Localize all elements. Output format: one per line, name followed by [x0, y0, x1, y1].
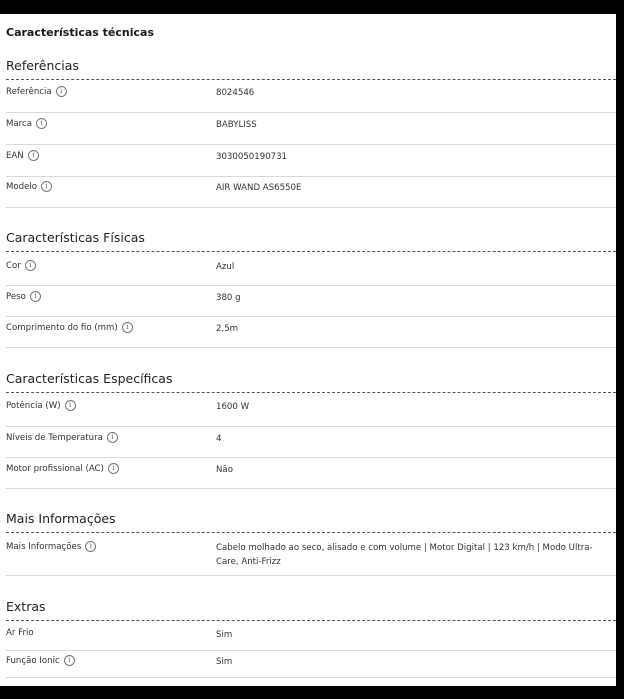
spec-row-comprimento-fio [6, 322, 616, 348]
spec-row-cor [6, 260, 616, 286]
spec-label: Motor profissional (AC) [6, 463, 104, 474]
section-divider [6, 620, 616, 621]
spec-label: Modelo [6, 181, 38, 192]
info-icon[interactable]: i [56, 86, 67, 97]
spec-value: 3030050190731 [216, 152, 288, 162]
spec-label: Mais Informações [6, 541, 82, 552]
info-icon[interactable]: i [64, 655, 75, 666]
spec-row-peso [6, 291, 616, 317]
section-title-mais-informacoes: Mais Informações [6, 511, 116, 526]
spec-row-niveis-temperatura [6, 432, 616, 458]
section-divider [6, 532, 616, 533]
section-divider [6, 251, 616, 252]
spec-row-funcao-ionic [6, 655, 616, 678]
spec-value: 2,5m [216, 324, 239, 334]
spec-row-mais-informacoes [6, 541, 616, 576]
spec-row-referencia [6, 86, 616, 113]
info-icon[interactable]: i [85, 541, 96, 552]
spec-label: Níveis de Temperatura [6, 432, 103, 443]
spec-value: 4 [216, 434, 222, 444]
info-icon[interactable]: i [107, 432, 118, 443]
spec-row-modelo [6, 181, 616, 208]
spec-label: Potência (W) [6, 400, 61, 411]
section-divider [6, 79, 616, 80]
info-icon[interactable]: i [108, 463, 119, 474]
spec-label: Função Ionic [6, 655, 60, 666]
page-title: Características técnicas [6, 26, 155, 39]
info-icon[interactable]: i [36, 118, 47, 129]
spec-label: EAN [6, 150, 24, 161]
section-divider [6, 392, 616, 393]
spec-value: Azul [216, 262, 235, 272]
info-icon[interactable]: i [122, 322, 133, 333]
info-icon[interactable]: i [65, 400, 76, 411]
section-title-caracteristicas-fisicas: Características Físicas [6, 230, 145, 245]
spec-row-potencia [6, 400, 616, 427]
spec-label: Peso [6, 291, 26, 302]
spec-label: Marca [6, 118, 33, 129]
spec-label: Referência [6, 86, 52, 97]
info-icon[interactable]: i [30, 291, 41, 302]
spec-row-ar-frio [6, 628, 616, 651]
spec-value: Sim [216, 630, 233, 640]
section-title-referencias: Referências [6, 58, 79, 73]
specs-panel [0, 14, 616, 686]
section-title-extras: Extras [6, 599, 46, 614]
section-title-caracteristicas-especificas: Características Específicas [6, 371, 173, 386]
info-icon[interactable]: i [41, 181, 52, 192]
spec-value: Não [216, 465, 233, 475]
spec-label: Comprimento do fio (mm) [6, 322, 118, 333]
spec-row-marca [6, 118, 616, 145]
spec-value: 380 g [216, 293, 241, 303]
spec-row-ean [6, 150, 616, 177]
spec-value: Sim [216, 657, 233, 667]
info-icon[interactable]: i [28, 150, 39, 161]
spec-value: BABYLISS [216, 120, 257, 130]
spec-value: 8024546 [216, 88, 255, 98]
info-icon[interactable]: i [25, 260, 36, 271]
spec-label: Ar Frio [6, 628, 34, 638]
spec-value: Cabelo molhado ao seco, alisado e com volume | Motor Digital | 123 km/h | Modo Ultra-Care, Anti-Frizz [216, 543, 593, 567]
spec-value: AIR WAND AS6550E [216, 183, 302, 193]
spec-row-motor-profissional [6, 463, 616, 489]
spec-label: Cor [6, 260, 21, 271]
spec-value: 1600 W [216, 402, 250, 412]
